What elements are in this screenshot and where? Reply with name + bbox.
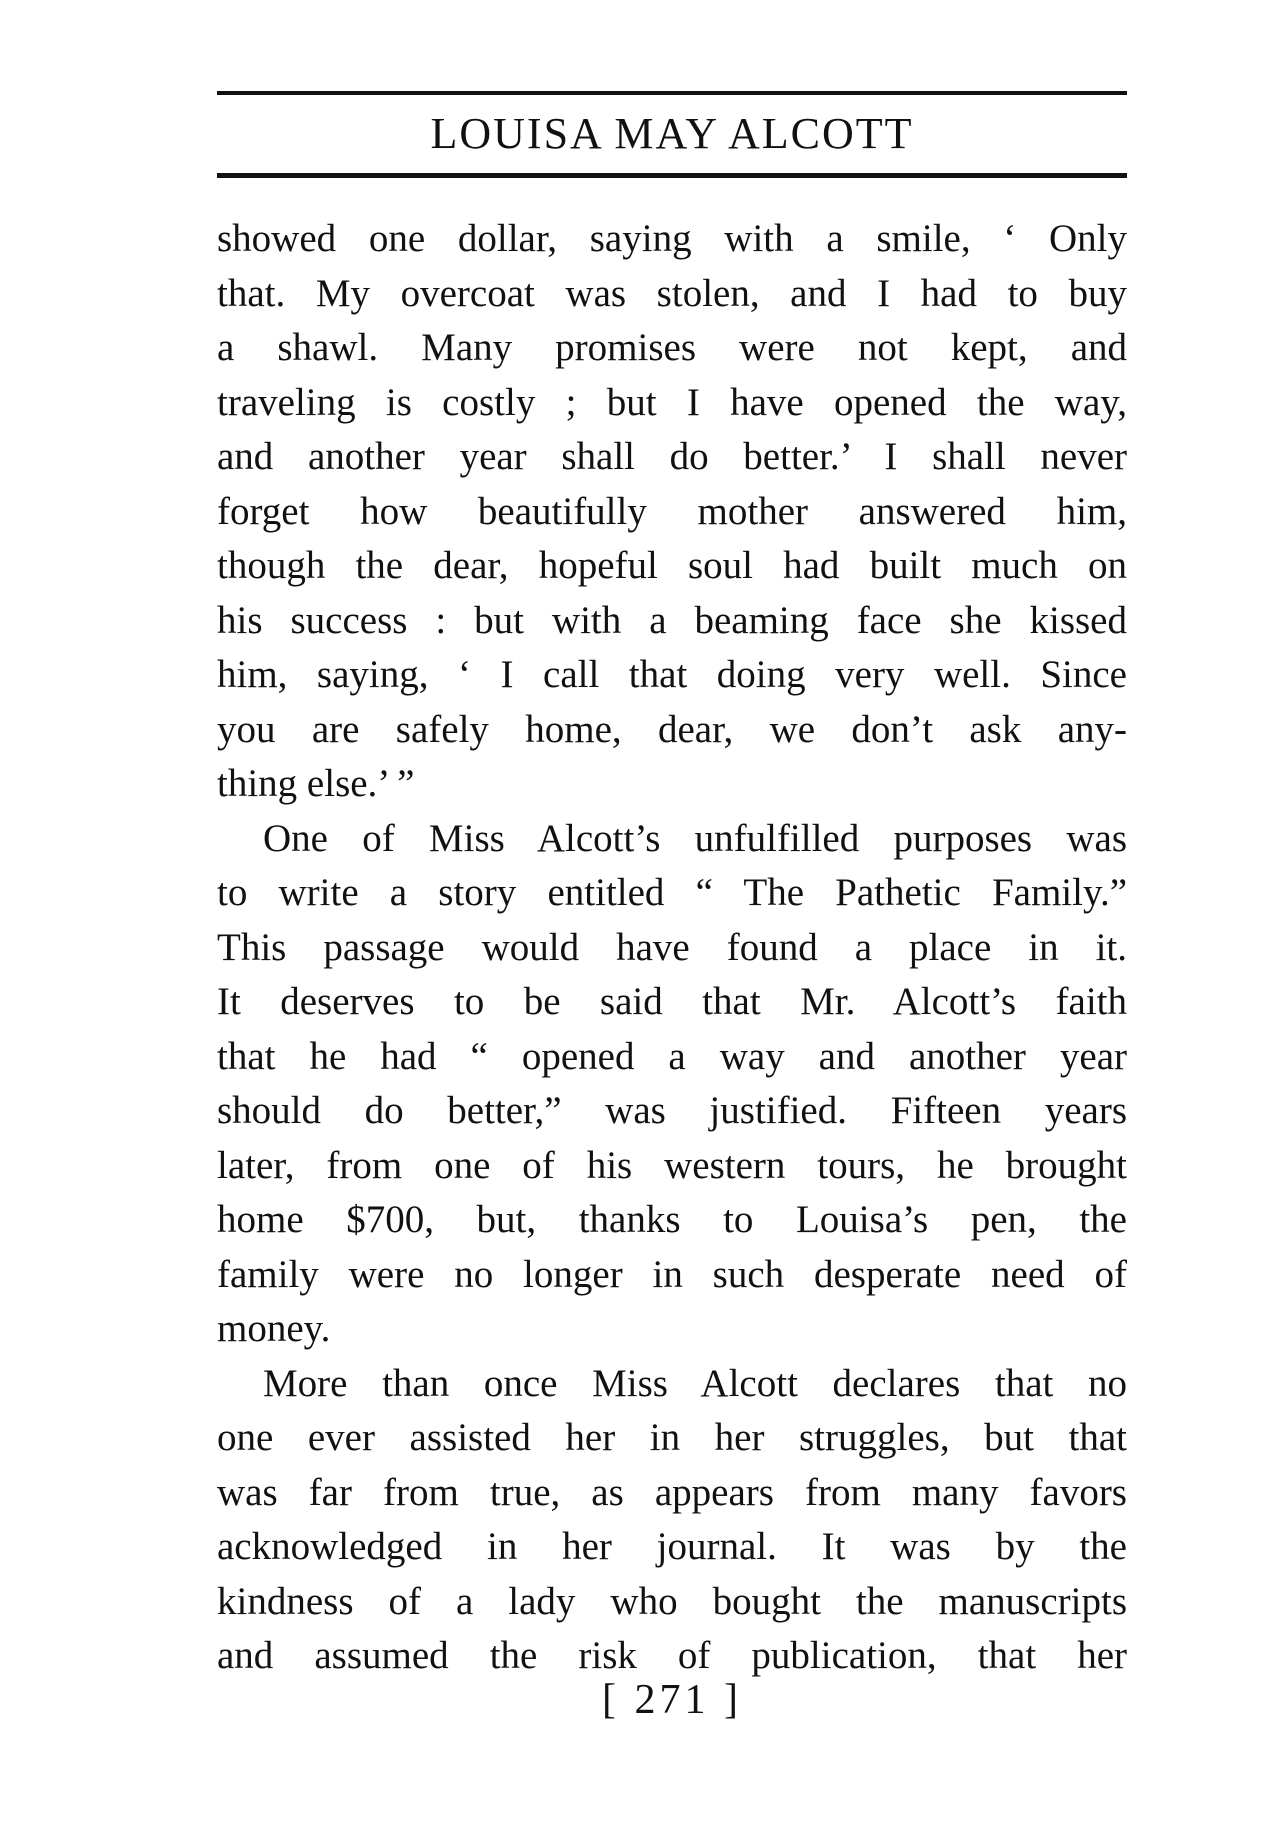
page-number: [ 271 ]: [602, 1677, 742, 1723]
text-line: was far from true, as appears from many favors: [217, 1470, 1127, 1514]
text-line: family were no longer in such desperate need of: [217, 1252, 1127, 1296]
text-line: later, from one of his western tours, he brought: [217, 1143, 1127, 1187]
header-rule-bottom: [217, 173, 1127, 178]
text-line: This passage would have found a place in it.: [217, 925, 1127, 969]
text-line: one ever assisted her in her struggles, but that: [217, 1416, 1127, 1459]
running-head-title: LOUISA MAY ALCOTT: [430, 109, 914, 158]
text-line: money.: [217, 1307, 331, 1350]
text-line: and assumed the risk of publication, that her: [217, 1634, 1127, 1677]
text-line: kindness of a lady who bought the manuscripts: [217, 1579, 1127, 1623]
text-line: should do better,” was justified. Fifteen years: [217, 1089, 1127, 1132]
text-line: acknowledged in her journal. It was by the: [217, 1525, 1127, 1568]
text-line: a shawl. Many promises were not kept, and: [217, 326, 1127, 369]
text-line: One of Miss Alcott’s unfulfilled purposes was: [263, 816, 1127, 860]
text-line: More than once Miss Alcott declares that no: [263, 1361, 1127, 1405]
header-rule-top: [217, 91, 1127, 95]
text-line: to write a story entitled “ The Pathetic Family.”: [217, 871, 1127, 914]
paragraph-2: [217, 812, 1127, 1357]
body-text: [217, 212, 1127, 1684]
text-line: forget how beautifully mother answered him,: [217, 489, 1127, 533]
text-line: It deserves to be said that Mr. Alcott’s faith: [217, 980, 1127, 1023]
text-line: that he had “ opened a way and another year: [217, 1034, 1127, 1078]
text-line: showed one dollar, saying with a smile, ‘ Only: [217, 217, 1127, 260]
paragraph-1: [217, 212, 1127, 812]
text-line: that. My overcoat was stolen, and I had to buy: [217, 271, 1127, 315]
text-line: home $700, but, thanks to Louisa’s pen, the: [217, 1198, 1127, 1241]
text-line: traveling is costly ; but I have opened the way,: [217, 380, 1127, 424]
text-line: and another year shall do better.’ I shall never: [217, 435, 1127, 478]
text-line: him, saying, ‘ I call that doing very well. Since: [217, 653, 1127, 696]
text-line: though the dear, hopeful soul had built much on: [217, 544, 1127, 587]
text-line: his success : but with a beaming face she kissed: [217, 598, 1127, 642]
book-page: [217, 0, 1127, 1830]
text-line: thing else.’ ”: [217, 762, 415, 805]
text-line: you are safely home, dear, we don’t ask any-: [217, 707, 1127, 751]
paragraph-3: [217, 1357, 1127, 1684]
